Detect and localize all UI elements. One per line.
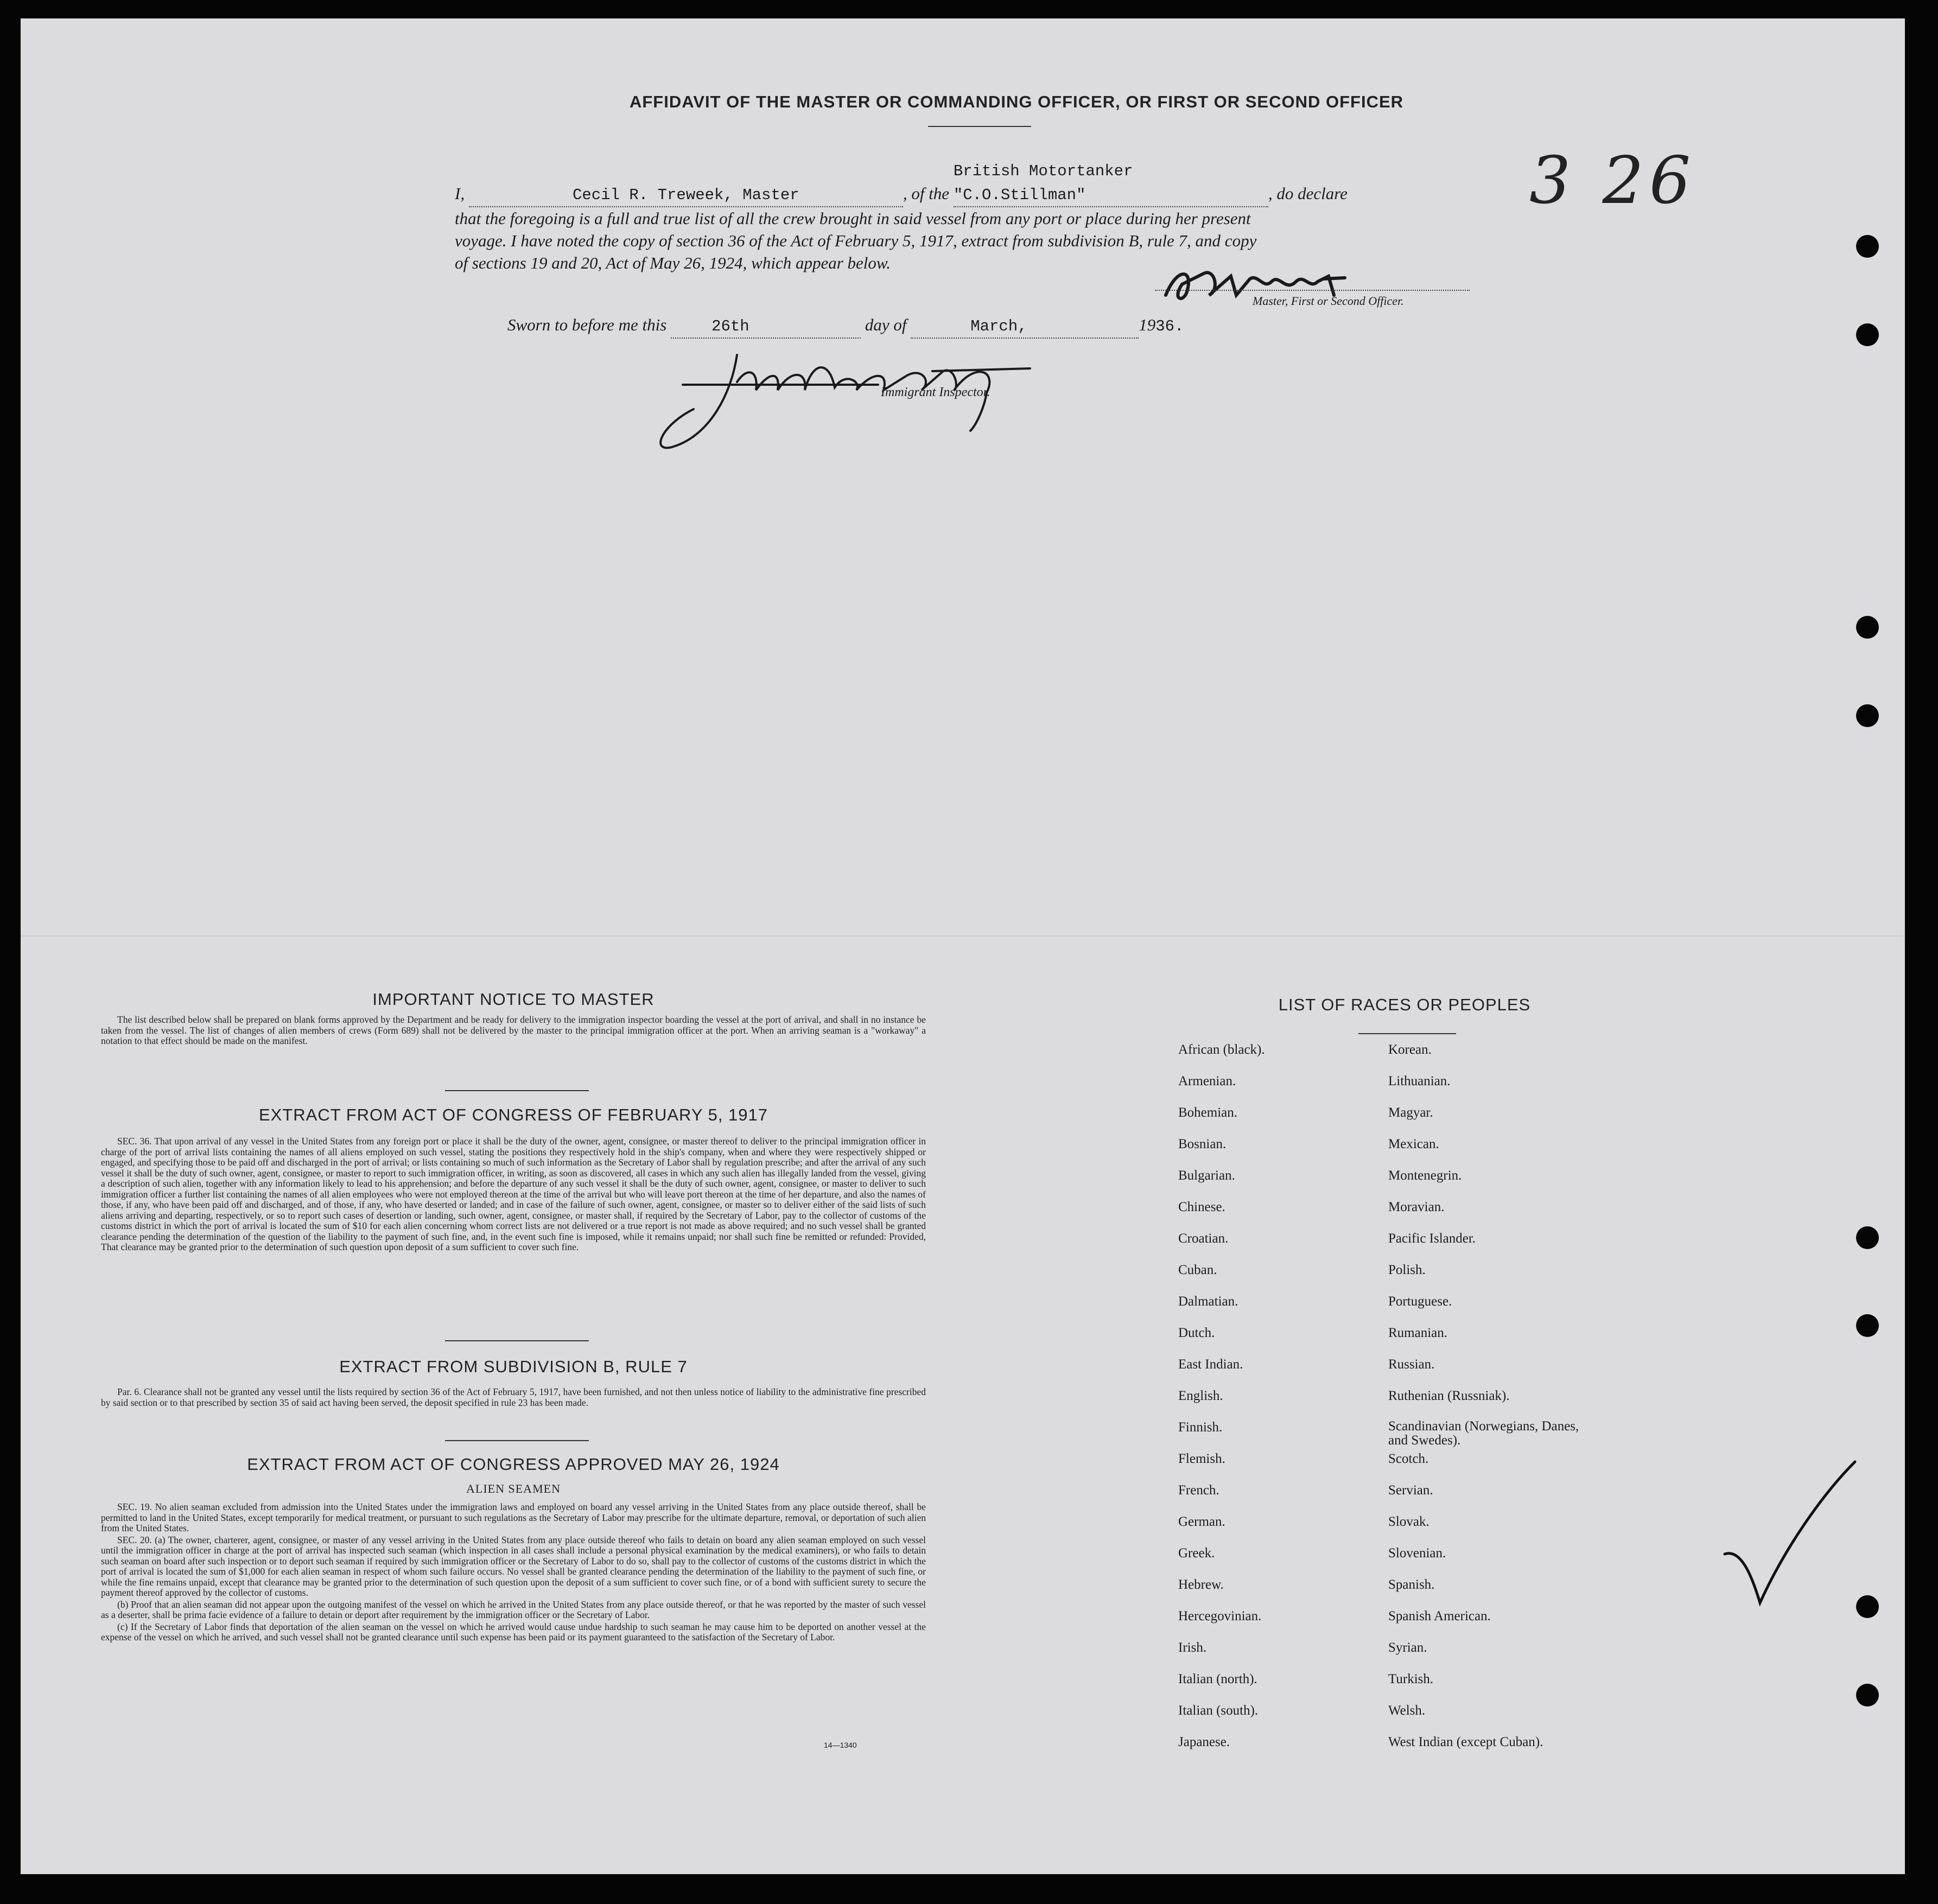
race-item: Scotch. (1388, 1451, 1429, 1466)
race-item: French. (1178, 1483, 1219, 1498)
race-item: Servian. (1388, 1483, 1433, 1498)
punch-hole (1856, 1684, 1879, 1706)
decl-line-2: that the foregoing is a full and true list of all the crew brought in said vessel from any port or place during her present (455, 209, 1251, 228)
sworn-label: Sworn to before me this (507, 315, 667, 334)
races-rule (1358, 1033, 1456, 1034)
punch-hole (1856, 704, 1879, 727)
form-number: 14—1340 (824, 1741, 857, 1749)
race-item: Finnish. (1178, 1420, 1223, 1435)
race-item: Syrian. (1388, 1640, 1427, 1655)
title-rule (928, 126, 1031, 127)
sec-20c-text: (c) If the Secretary of Labor finds that deportation of the alien seaman on the vessel on which he arrived would cause undue hardship to such seaman he may cause him to be deported on another vessel at the expense of the vessel on which he arrived, and such vessel shall not be granted clearance until such expense has been paid or its payment guaranteed to the satisfaction of the Secretary of Labor. (101, 1621, 926, 1642)
extract-rule7-title: EXTRACT FROM SUBDIVISION B, RULE 7 (339, 1357, 688, 1376)
year-suffix: 36. (1155, 317, 1184, 335)
sworn-month: March, (970, 317, 1027, 335)
extract-rule7-rule (445, 1440, 589, 1441)
sec-19-text: SEC. 19. No alien seaman excluded from admission into the United States under the immigration laws and employed on board any vessel arriving in the United States from any place outside thereof, shall be permitted to land in the United States, except temporarily for medical treatment, or pursuant to such regulations as the Secretary of Labor may prescribe for the ultimate departure, removal, or deportation of such alien from the United States. (101, 1501, 926, 1533)
decl-line-4: of sections 19 and 20, Act of May 26, 1924, which appear below. (455, 253, 891, 272)
sec-20a-text: SEC. 20. (a) The owner, charterer, agent, consignee, or master of any vessel arriving in the United States from any place outside thereof who fails to detain on board any alien seaman employed on such vessel until the immigration officer in charge at the port of arrival has inspected such seaman (which inspection in all cases shall include a personal physical examination by the medical examiners), or who fails to detain such seaman on board after such inspection or to deport such seaman if required by such immigration officer or the Secretary of Labor to do so, shall pay to the collector of customs of the customs district in which the port of arrival is located the sum of $1,000 for each alien seaman in respect of whom such failure occurs. No vessel shall be granted clearance pending the determination of the liability to the payment of such fine, or while the fine remains unpaid, except that clearance may be granted prior to the determination of such question upon the deposit of a sum sufficient to cover such fine, or of a bond with sufficient surety to secure the payment thereof approved by the collector of customs. (101, 1534, 926, 1598)
sworn-month-field[interactable] (911, 314, 1139, 339)
race-item: Welsh. (1388, 1703, 1426, 1718)
race-item: Italian (south). (1178, 1703, 1259, 1718)
race-item: Flemish. (1178, 1451, 1225, 1466)
race-item: West Indian (except Cuban). (1388, 1735, 1543, 1749)
race-item: Irish. (1178, 1640, 1207, 1655)
punch-hole (1856, 235, 1879, 258)
race-item: Hercegovinian. (1178, 1609, 1262, 1623)
decl-line-3: voyage. I have noted the copy of section 36 of the Act of February 5, 1917, extract from subdivision B, rule 7, and copy (455, 231, 1257, 250)
race-item: Armenian. (1178, 1074, 1236, 1088)
punch-hole (1856, 1314, 1879, 1337)
decl-of-the: , of the (903, 184, 950, 203)
race-item: East Indian. (1178, 1357, 1243, 1372)
race-item: African (black). (1178, 1042, 1265, 1057)
race-item: Bulgarian. (1178, 1168, 1235, 1183)
inspector-caption: Immigrant Inspector. (881, 385, 990, 399)
race-item: Korean. (1388, 1042, 1432, 1057)
punch-hole (1856, 1226, 1879, 1249)
sworn-line (507, 314, 1321, 339)
affidavit-title: AFFIDAVIT OF THE MASTER OR COMMANDING OFFICER, OR FIRST OR SECOND OFFICER (629, 92, 1404, 111)
extract-1924-body (101, 1502, 926, 1644)
race-item: Lithuanian. (1388, 1074, 1451, 1088)
race-item: Slovenian. (1388, 1546, 1446, 1561)
notice-text: The list described below shall be prepared on blank forms approved by the Department and be ready for delivery to the immigration inspector boarding the vessel at the port of arrival, and shall in no instance be taken from the vessel. The list of changes of alien members of crews (Form 689) shall not be delivered by the master to the principal immigration officer at the port. When an arriving seaman is a "workaway" a notation to that effect should be made on the manifest. (101, 1014, 926, 1046)
race-item: Hebrew. (1178, 1577, 1224, 1592)
race-item: Dutch. (1178, 1326, 1215, 1340)
race-item: Slovak. (1388, 1514, 1429, 1529)
sworn-day-field[interactable] (671, 314, 861, 339)
extract-1917-rule (445, 1340, 589, 1341)
alien-seamen-subtitle: ALIEN SEAMEN (466, 1482, 561, 1495)
races-right-column (1388, 1042, 1594, 1766)
decl-declare: , do declare (1268, 184, 1348, 203)
race-item: Scandinavian (Norwegians, Danes, and Swedes). (1388, 1419, 1579, 1448)
race-item: Dalmatian. (1178, 1294, 1238, 1309)
decl-i: I, (455, 184, 465, 203)
race-item: Greek. (1178, 1546, 1215, 1561)
race-item: Turkish. (1388, 1672, 1434, 1686)
race-item: Japanese. (1178, 1735, 1230, 1749)
race-item: Portuguese. (1388, 1294, 1452, 1309)
race-item: Chinese. (1178, 1200, 1225, 1214)
race-item: Bohemian. (1178, 1105, 1238, 1120)
race-item: Spanish. (1388, 1577, 1435, 1592)
races-title: LIST OF RACES OR PEOPLES (1278, 995, 1531, 1014)
extract-1917-title: EXTRACT FROM ACT OF CONGRESS OF FEBRUARY 5, 1917 (258, 1105, 768, 1124)
sworn-day: 26th (711, 317, 749, 335)
notice-body (101, 1015, 926, 1048)
punch-hole (1856, 616, 1879, 639)
year-prefix: 19 (1139, 315, 1156, 334)
extract-rule7-body (101, 1387, 926, 1409)
race-item: Ruthenian (Russniak). (1388, 1389, 1510, 1403)
punch-hole (1856, 323, 1879, 346)
race-item: Italian (north). (1178, 1672, 1257, 1686)
race-item: German. (1178, 1514, 1225, 1529)
extract-1917-body (101, 1136, 926, 1254)
sec-20b-text: (b) Proof that an alien seaman did not appear upon the outgoing manifest of the vessel on which he arrived in the United States from any place outside thereof, or that he was reported by the master of such vessel as a deserter, shall be prima facie evidence of a failure to detain or deport after requirement by the immigration officer or the Secretary of Labor. (101, 1599, 926, 1620)
document-page (21, 18, 1905, 1874)
race-item: Cuban. (1178, 1263, 1217, 1277)
checkmark-icon (1719, 1456, 1860, 1619)
fold-line (21, 935, 1905, 937)
races-left-column (1178, 1042, 1265, 1766)
race-item: Polish. (1388, 1263, 1426, 1277)
margin-number: 3 26 (1529, 143, 1696, 219)
master-name: Cecil R. Treweek, Master (572, 186, 799, 204)
race-item: Rumanian. (1388, 1326, 1448, 1340)
signature-line (1155, 290, 1470, 291)
race-item: Croatian. (1178, 1231, 1229, 1246)
vessel-name-field[interactable] (954, 158, 1268, 207)
vessel-name: British Motortanker "C.O.Stillman" (953, 162, 1133, 204)
race-item: English. (1178, 1389, 1223, 1403)
notice-rule (445, 1090, 589, 1091)
extract-1917-text: SEC. 36. That upon arrival of any vessel in the United States from any foreign port or place it shall be the duty of the owner, agent, consignee, or master thereof to deliver to the principal immigration officer in charge of the port of arrival lists containing the names of all aliens employed on such vessel, stating the positions they respectively hold in the ship's company, when and where they were respectively shipped or engaged, and specifying those to be paid off and discharged in the port of arrival; or lists containing so much of such information as the Secretary of Labor shall by regulation prescribe; and after the arrival of any such vessel it shall be the duty of such owner, agent, consignee, or master to report to such immigration officer, in writing, as soon as discovered, all cases in which any such alien has illegally landed from the vessel, giving a description of such alien, together with any information likely to lead to his apprehension; and before the departure of any such vessel it shall be the duty of such owner, agent, consignee, or master to deliver to such immigration officer a further list containing the names of all alien employees who were not employed thereon at the time of the arrival but who will leave port thereon at the time of her departure, and also the names of those, if any, who have been paid off and discharged, and of those, if any, who have deserted or landed; and in case of the failure of such owner, agent, consignee, or master so to deliver either of the said lists of such aliens arriving and departing, respectively, or so to report such cases of desertion or landing, such owner, agent, consignee, or master shall, if required by the Secretary of Labor, pay to the collector of customs of the customs district in which the port of arrival is located the sum of $10 for each alien concerning whom correct lists are not delivered or a true report is not made as above required; and no such vessel shall be granted clearance pending the determination of the question of the liability to the payment of such fine, and, in the event such fine is imposed, while it remains unpaid; nor shall such fine be remitted or refunded: Provided, That clearance may be granted prior to the determination of such question upon deposit of a sum sufficient to cover such fine. (101, 1136, 926, 1252)
race-item: Bosnian. (1178, 1137, 1227, 1151)
race-item: Montenegrin. (1388, 1168, 1462, 1183)
extract-1924-title: EXTRACT FROM ACT OF CONGRESS APPROVED MAY 26, 1924 (247, 1455, 780, 1474)
race-item: Mexican. (1388, 1137, 1439, 1151)
notice-title: IMPORTANT NOTICE TO MASTER (372, 990, 655, 1009)
race-item: Russian. (1388, 1357, 1435, 1372)
race-item: Spanish American. (1388, 1609, 1491, 1623)
master-name-field[interactable] (469, 182, 903, 207)
race-item: Moravian. (1388, 1200, 1445, 1214)
race-item: Magyar. (1388, 1105, 1433, 1120)
race-item: Pacific Islander. (1388, 1231, 1476, 1246)
inspector-signature (650, 339, 1084, 458)
extract-rule7-text: Par. 6. Clearance shall not be granted any vessel until the lists required by section 36 of the Act of February 5, 1917, have been furnished, and not then unless notice of liability to the administrative fine prescribed by said section or to that prescribed by section 35 of said act having been served, the deposit specified in rule 23 has been made. (101, 1386, 926, 1408)
master-caption: Master, First or Second Officer. (1253, 294, 1404, 308)
day-of-label: day of (865, 315, 907, 334)
